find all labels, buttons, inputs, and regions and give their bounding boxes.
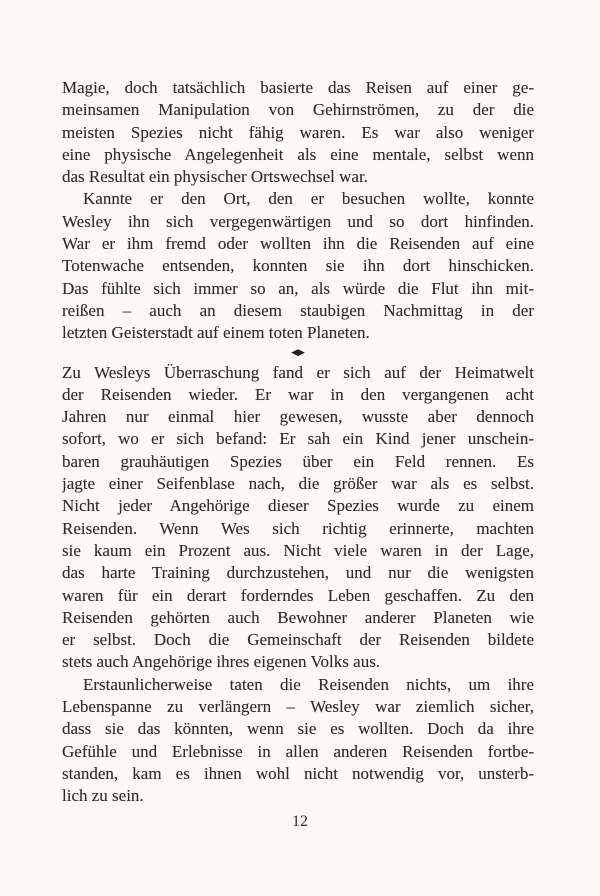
text-line: baren grauhäutigen Spezies über ein Feld rennen. Es (62, 451, 534, 471)
text-line: Jahren nur einmal hier gewesen, wusste aber dennoch (62, 407, 534, 427)
text-line: Nicht jeder Angehörige dieser Spezies wurde zu einem (62, 496, 534, 516)
text-line: jagte einer Seifenblase nach, die größer war als es selbst. (62, 474, 534, 494)
section-separator (62, 345, 534, 362)
text-line: Das fühlte sich immer so an, als würde die Flut ihn mit- (62, 278, 534, 298)
text-line: meisten Spezies nicht fähig waren. Es war also weniger (62, 122, 534, 142)
text-line: waren für ein derart forderndes Leben geschaffen. Zu den (62, 585, 534, 605)
text-line: Totenwache entsenden, konnten sie ihn dort hinschicken. (62, 256, 534, 276)
text-line: meinsamen Manipulation von Gehirnströmen, zu der die (62, 100, 534, 120)
text-line: standen, kam es ihnen wohl nicht notwendig vor, unsterb- (62, 763, 534, 783)
separator-triangles-icon: ◀▶ (291, 347, 305, 358)
text-line: Gefühle und Erlebnisse in allen anderen Reisenden fortbe- (62, 741, 534, 761)
text-line: Lebenspanne zu verlängern – Wesley war ziemlich sicher, (62, 697, 534, 717)
text-line: das Resultat ein physischer Ortswechsel war. (62, 167, 368, 187)
text-line: War er ihm fremd oder wollten ihn die Reisenden auf eine (62, 234, 534, 254)
text-line: Wesley ihn sich vergegenwärtigen und so dort hinfinden. (62, 211, 534, 231)
text-line: sofort, wo er sich befand: Er sah ein Kind jener unschein- (62, 429, 534, 449)
text-line: Kannte er den Ort, den er besuchen wollte, konnte (83, 189, 534, 209)
text-line: das harte Training durchzustehen, und nur die wenigsten (62, 563, 534, 583)
text-line: eine physische Angelegenheit als eine mentale, selbst wenn (62, 144, 534, 164)
text-line: stets auch Angehörige ihres eigenen Volks aus. (62, 652, 381, 672)
text-line: er selbst. Doch die Gemeinschaft der Reisenden bildete (62, 630, 534, 650)
page-number: 12 (292, 813, 308, 830)
text-line: letzten Geisterstadt auf einem toten Planeten. (62, 323, 370, 343)
text-line: Magie, doch tatsächlich basierte das Reisen auf einer ge- (62, 78, 534, 97)
text-line: Zu Wesleys Überraschung fand er sich auf der Heimatwelt (62, 362, 534, 382)
text-line: Reisenden. Wenn Wes sich richtig erinnerte, machten (62, 518, 534, 538)
text-line: Reisenden gehörten auch Bewohner anderer Planeten wie (62, 607, 534, 627)
text-line: sie kaum ein Prozent aus. Nicht viele waren in der Lage, (62, 540, 534, 560)
text-line: dass sie das könnten, wenn sie es wollten. Doch da ihre (62, 719, 534, 739)
text-block (62, 77, 534, 808)
text-line: der Reisenden wieder. Er war in den vergangenen acht (62, 384, 534, 404)
text-line: Erstaunlicherweise taten die Reisenden nichts, um ihre (83, 674, 534, 694)
text-line: reißen – auch an diesem staubigen Nachmittag in der (62, 300, 534, 320)
text-line: lich zu sein. (62, 786, 144, 806)
